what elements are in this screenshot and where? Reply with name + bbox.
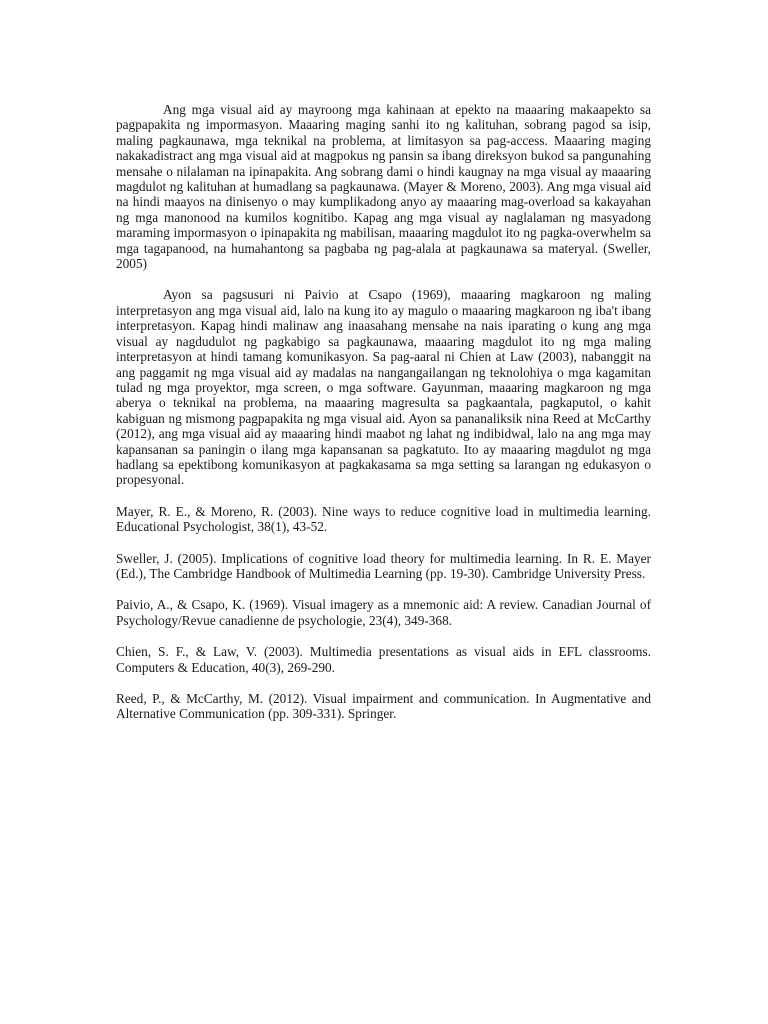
reference-item-4: Chien, S. F., & Law, V. (2003). Multimedia presentations as visual aids in EFL classrooms. Computers & Education, 40(3), 269-290. bbox=[116, 644, 651, 675]
body-paragraph-2: Ayon sa pagsusuri ni Paivio at Csapo (1969), maaaring magkaroon ng maling interpretasyon ang mga visual aid, lalo na kung ito ay magulo o maaaring magkaroon ng iba't ibang interpretasyon. Kapag hindi malinaw ang inaasahang mensahe na nais iparating o kung ang mga visual ay nagdudulot ng pagkabigo sa pagkaunawa, maaaring magdulot ito ng mga maling interpretasyon at hindi tamang komunikasyon. Sa pag-aaral ni Chien at Law (2003), nabanggit na ang paggamit ng mga visual aid ay madalas na nangangailangan ng teknolohiya o mga kagamitan tulad ng mga proyektor, mga screen, o mga software. Gayunman, maaaring magkaroon ng mga aberya o teknikal na problema, na maaaring magresulta sa pagkaantala, pagkaputol, o kahit kabiguan ng mismong pagpapakita ng mga visual aid. Ayon sa pananaliksik nina Reed at McCarthy (2012), ang mga visual aid ay maaaring hindi maabot ng lahat ng indibidwal, lalo na ang mga may kapansanan sa paningin o ilang mga kapansanan sa pagkatuto. Ito ay maaaring magdulot ng mga hadlang sa epektibong komunikasyon at pagkakasama sa mga setting sa larangan ng edukasyon o propesyonal. bbox=[116, 287, 651, 488]
reference-item-3: Paivio, A., & Csapo, K. (1969). Visual imagery as a mnemonic aid: A review. Canadian Journal of Psychology/Revue canadienne de psychologie, 23(4), 349-368. bbox=[116, 597, 651, 628]
body-paragraph-1: Ang mga visual aid ay mayroong mga kahinaan at epekto na maaaring makaapekto sa pagpapakita ng impormasyon. Maaaring maging sanhi ito ng kalituhan, sobrang pagod sa isip, maling pagkaunawa, mga teknikal na problema, at limitasyon sa pag-access. Maaaring maging nakakadistract ang mga visual aid at magpokus ng pansin sa ibang direksyon bukod sa pangunahing mensahe o nilalaman na ipinapakita. Ang sobrang dami o hindi kaugnay na mga visual ay maaaring magdulot ng kalituhan at humadlang sa pagkaunawa. (Mayer & Moreno, 2003). Ang mga visual aid na hindi maayos na dinisenyo o may kumplikadong anyo ay maaaring mag-overload sa kakayahan ng mga manonood na kumilos kognitibo. Kapag ang mga visual ay naglalaman ng masyadong maraming impormasyon o ipinapakita ng mabilisan, maaaring magdulot ito ng pagka-overwhelm sa mga tagapanood, na humahantong sa pagbaba ng pag-alala at pagkaunawa sa materyal. (Sweller, 2005) bbox=[116, 102, 651, 272]
reference-item-2: Sweller, J. (2005). Implications of cognitive load theory for multimedia learning. In R. E. Mayer (Ed.), The Cambridge Handbook of Multimedia Learning (pp. 19-30). Cambridge University Press. bbox=[116, 550, 651, 581]
document-page bbox=[116, 102, 651, 738]
reference-list bbox=[116, 504, 651, 722]
reference-item-5: Reed, P., & McCarthy, M. (2012). Visual impairment and communication. In Augmentative and Alternative Communication (pp. 309-331). Springer. bbox=[116, 691, 651, 722]
reference-item-1: Mayer, R. E., & Moreno, R. (2003). Nine ways to reduce cognitive load in multimedia learning. Educational Psychologist, 38(1), 43-52. bbox=[116, 503, 651, 535]
